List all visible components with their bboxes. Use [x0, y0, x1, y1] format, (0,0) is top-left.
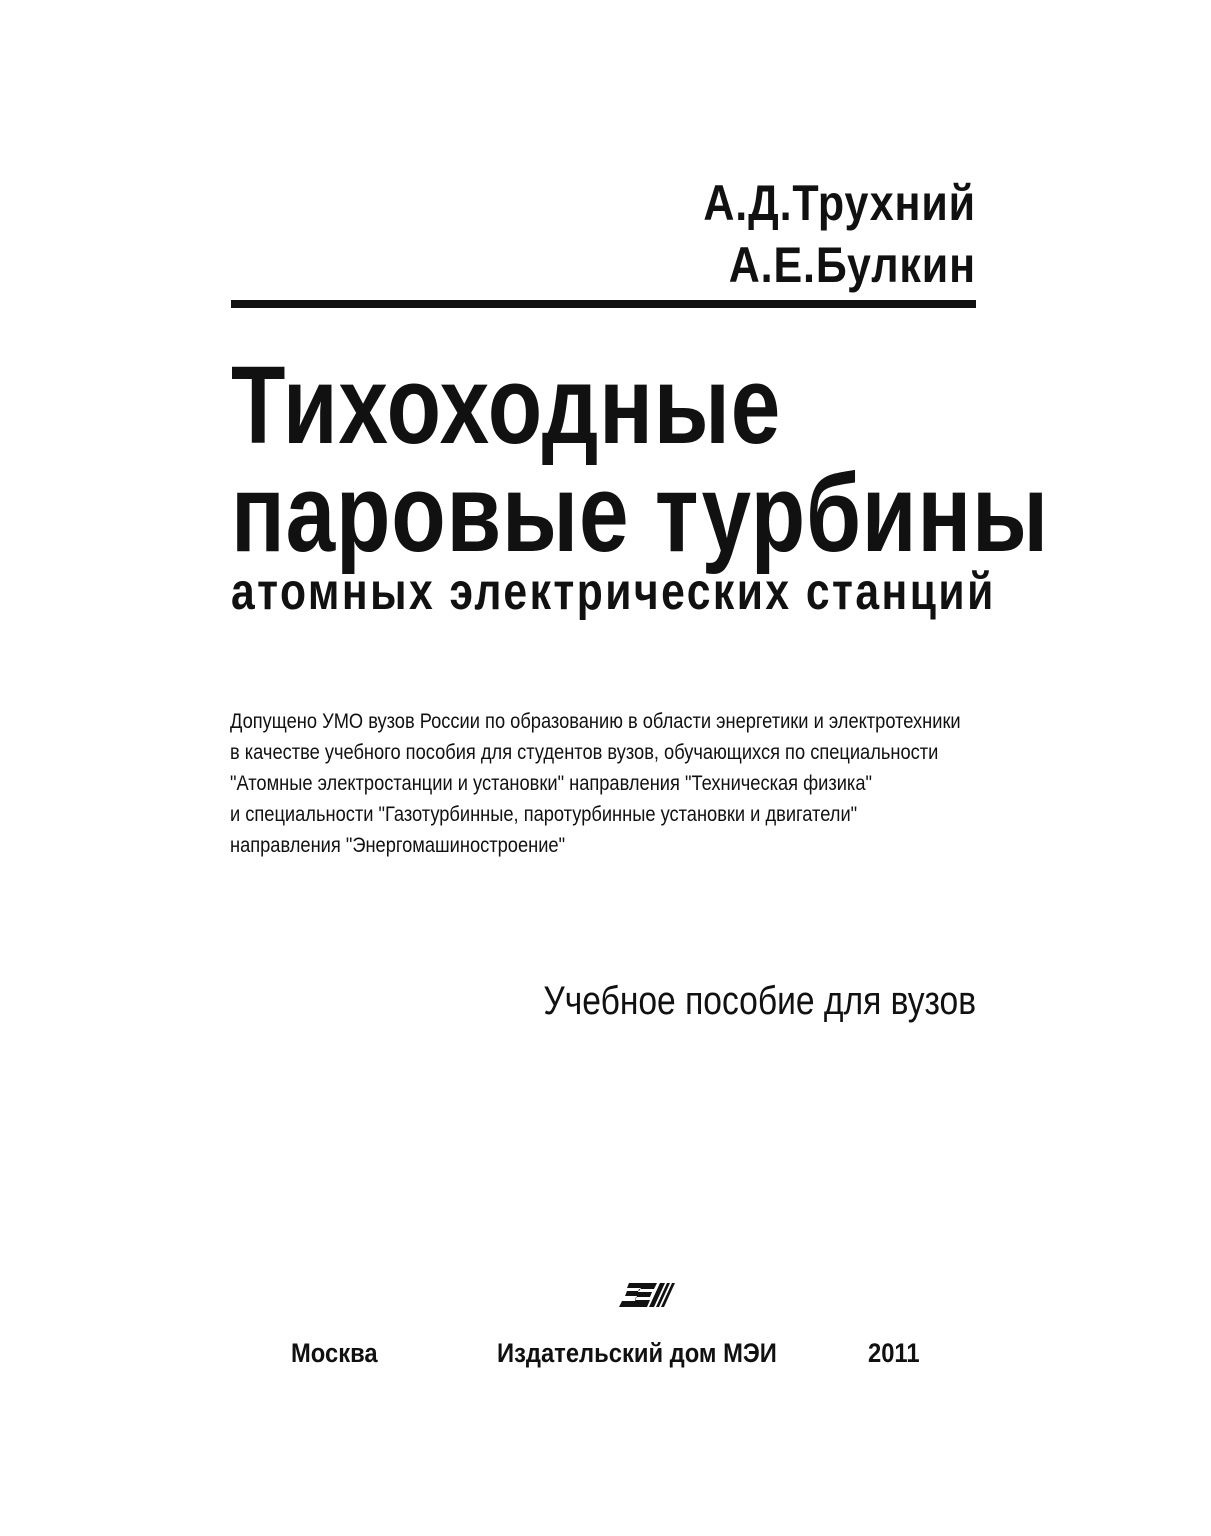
publication-city: Москва [291, 1338, 378, 1368]
author-name: А.Д.Трухний [703, 175, 976, 231]
book-title [231, 344, 1049, 575]
author-name: А.Е.Булкин [728, 237, 976, 293]
authors-block [703, 172, 976, 296]
document-type: Учебное пособие для вузов [543, 979, 976, 1023]
publication-year: 2011 [868, 1338, 920, 1368]
approval-line: и специальности "Газотурбинные, паротурбинные установки и двигатели" [230, 803, 858, 826]
title-line: Тихоходные [231, 344, 782, 467]
approval-line: Допущено УМО вузов России по образованию в области энергетики и электротехники [230, 710, 961, 733]
approval-line: направления "Энергомашиностроение" [230, 834, 566, 857]
title-line: паровые турбины [231, 452, 1049, 575]
title-divider [231, 300, 976, 308]
approval-line: в качестве учебного пособия для студентов вузов, обучающихся по специальности [230, 741, 939, 764]
approval-statement [230, 706, 961, 861]
approval-line: "Атомные электростанции и установки" направления "Техническая физика" [230, 772, 872, 795]
publisher-name: Издательский дом МЭИ [497, 1338, 777, 1368]
publisher-logo-icon [619, 1280, 679, 1310]
book-subtitle: атомных электрических станций [231, 563, 996, 621]
